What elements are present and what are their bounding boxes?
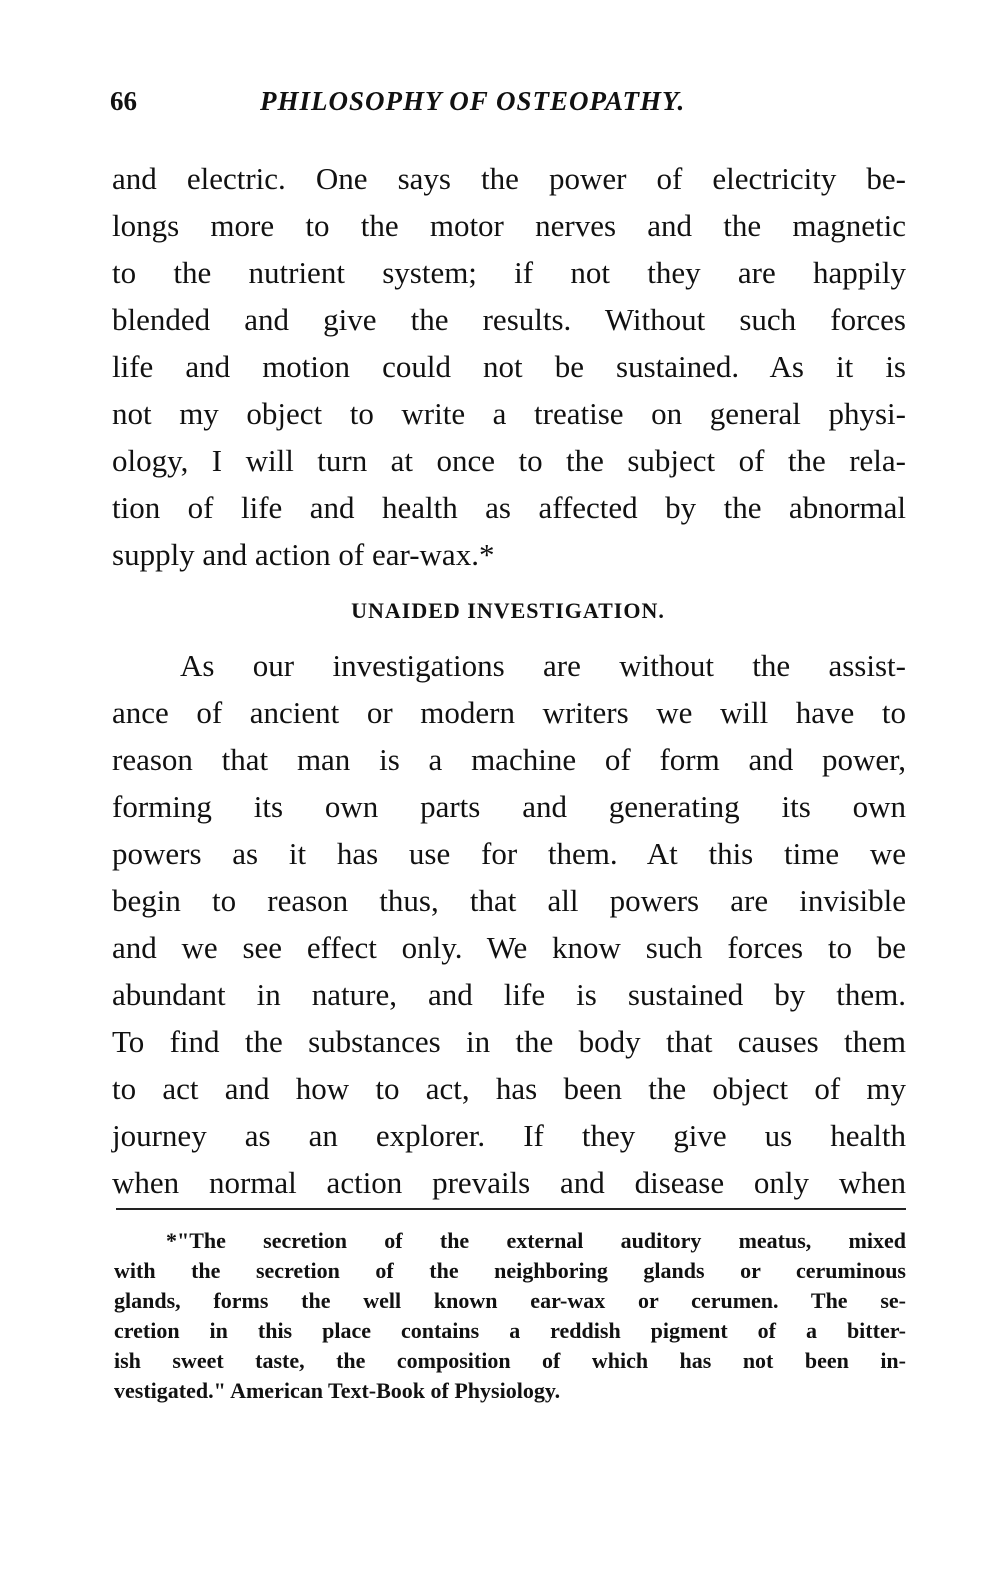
text-line: powers as it has use for them. At this time we	[112, 836, 906, 871]
text-line: supply and action of ear-wax.*	[112, 537, 495, 572]
footnote-line: ish sweet taste, the composition of which has not been in-	[114, 1348, 906, 1373]
text-line: and electric. One says the power of electricity be-	[112, 161, 906, 196]
text-line: life and motion could not be sustained. As it is	[112, 349, 906, 384]
text-line: journey as an explorer. If they give us health	[112, 1118, 906, 1153]
text-line: tion of life and health as affected by the abnormal	[112, 490, 906, 525]
text-line: when normal action prevails and disease only when	[112, 1165, 906, 1200]
paragraph-one	[112, 155, 906, 578]
section-heading: UNAIDED INVESTIGATION.	[351, 598, 665, 623]
footnote-line: glands, forms the well known ear-wax or cerumen. The se-	[114, 1288, 906, 1313]
text-line: ance of ancient or modern writers we will have to	[112, 695, 906, 730]
footnote-line: with the secretion of the neighboring glands or ceruminous	[114, 1258, 906, 1283]
text-line: ology, I will turn at once to the subject of the rela-	[112, 443, 906, 478]
footnote	[114, 1226, 906, 1406]
text-line: longs more to the motor nerves and the magnetic	[112, 208, 906, 243]
running-title: PHILOSOPHY OF OSTEOPATHY.	[260, 86, 686, 116]
text-line: to act and how to act, has been the object of my	[112, 1071, 906, 1106]
footnote-line: vestigated." American Text-Book of Physiology.	[114, 1378, 561, 1403]
text-line: blended and give the results. Without such forces	[112, 302, 906, 337]
running-head	[110, 86, 910, 126]
text-line: forming its own parts and generating its own	[112, 789, 906, 824]
text-line: To find the substances in the body that causes them	[112, 1024, 906, 1059]
text-line: and we see effect only. We know such forces to be	[112, 930, 906, 965]
footnote-line: cretion in this place contains a reddish pigment of a bitter-	[114, 1318, 906, 1343]
footnote-divider	[116, 1208, 906, 1210]
paragraph-two	[112, 642, 906, 1206]
text-line: begin to reason thus, that all powers are invisible	[112, 883, 906, 918]
text-line: not my object to write a treatise on general physi-	[112, 396, 906, 431]
text-line: reason that man is a machine of form and power,	[112, 742, 906, 777]
page-number: 66	[110, 86, 137, 116]
text-line: abundant in nature, and life is sustained by them.	[112, 977, 906, 1012]
text-line: As our investigations are without the assist-	[180, 648, 906, 683]
footnote-line: *"The secretion of the external auditory meatus, mixed	[166, 1228, 906, 1253]
text-line: to the nutrient system; if not they are happily	[112, 255, 906, 290]
